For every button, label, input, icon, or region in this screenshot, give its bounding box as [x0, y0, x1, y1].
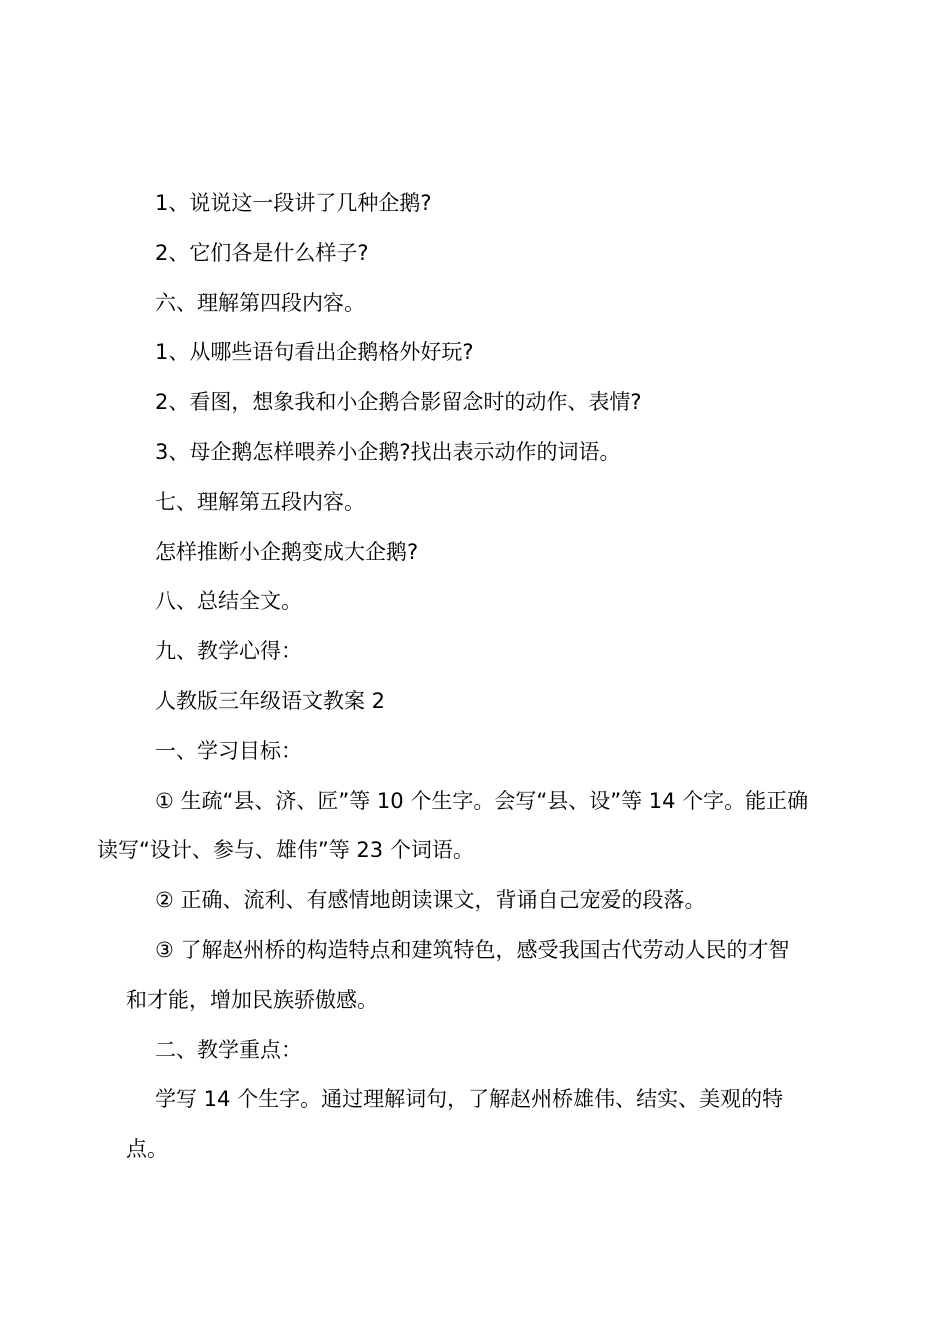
section-heading-7: 七、理解第五段内容。	[155, 489, 365, 514]
section-heading-9: 九、教学心得：	[155, 639, 302, 664]
paragraph-question-1: 1、说说这一段讲了几种企鹅?	[155, 191, 432, 215]
section-heading-6: 六、理解第四段内容。	[155, 290, 365, 315]
goal-item-1	[97, 777, 834, 877]
goal-item-1-line-1: ① 生疏“县、济、匠”等 10 个生字。会写“县、设”等 14 个字。能正确	[155, 788, 809, 813]
paragraph-question-2: 2、它们各是什么样子?	[155, 240, 369, 265]
lesson-plan-title: 人教版三年级语文教案 2	[155, 688, 386, 713]
goal-item-3-line-1: ③ 了解赵州桥的构造特点和建筑特色，感受我国古代劳动人民的才智	[155, 937, 790, 962]
paragraph-question-infer: 怎样推断小企鹅变成大企鹅?	[155, 539, 419, 564]
goal-item-1-line-2: 读写“设计、参与、雄伟”等 23 个词语。	[97, 838, 474, 863]
paragraph-question-3: 3、母企鹅怎样喂养小企鹅?找出表示动作的词语。	[155, 439, 621, 464]
paragraph-question-1b: 1、从哪些语句看出企鹅格外好玩?	[155, 340, 474, 365]
focus-paragraph	[126, 1075, 834, 1175]
focus-paragraph-line-2: 点。	[126, 1137, 168, 1162]
document-body	[97, 179, 834, 1175]
paragraph-question-2b: 2、看图，想象我和小企鹅合影留念时的动作、表情?	[155, 390, 642, 415]
goal-item-3	[126, 926, 834, 1026]
goal-item-2: ② 正确、流利、有感情地朗读课文，背诵自己宠爱的段落。	[155, 888, 706, 913]
goal-item-3-line-2: 和才能，增加民族骄傲感。	[126, 987, 378, 1012]
section-heading-goals: 一、学习目标：	[155, 738, 302, 763]
section-heading-focus: 二、教学重点：	[155, 1037, 302, 1062]
focus-paragraph-line-1: 学写 14 个生字。通过理解词句，了解赵州桥雄伟、结实、美观的特	[155, 1087, 784, 1112]
section-heading-8: 八、总结全文。	[155, 589, 302, 614]
